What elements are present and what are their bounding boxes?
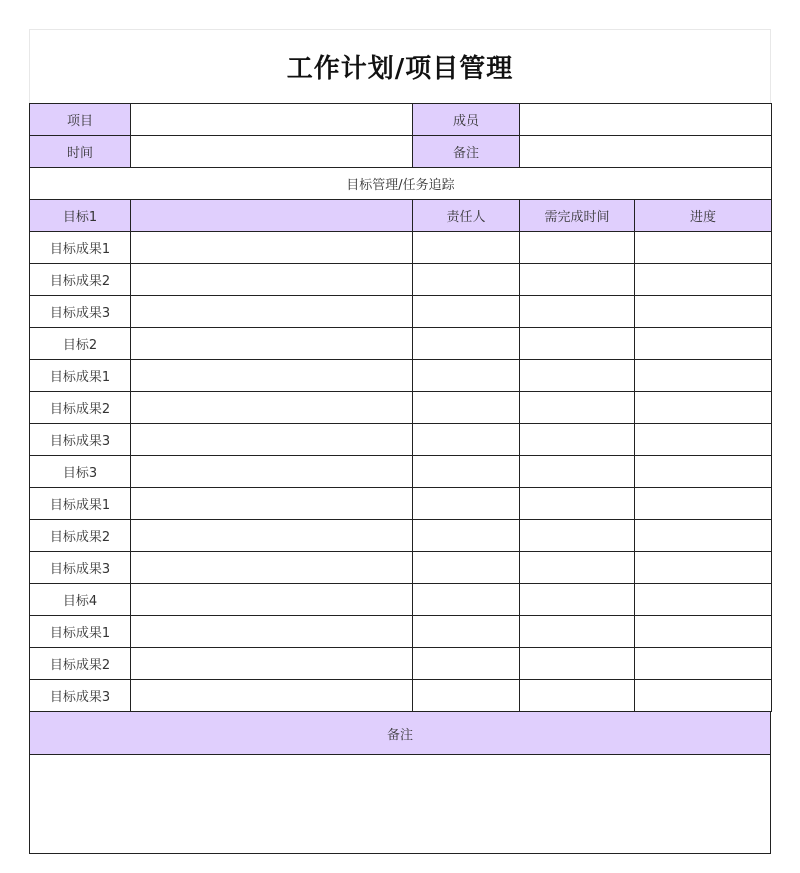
row-label: 目标成果2 <box>30 520 131 552</box>
row-due-time-cell[interactable] <box>520 680 635 712</box>
row-description-cell[interactable] <box>131 648 413 680</box>
notes-header-row <box>30 712 771 755</box>
section-title-row <box>30 168 772 200</box>
table-row <box>30 328 772 360</box>
table-row <box>30 616 772 648</box>
row-progress-cell[interactable] <box>635 296 772 328</box>
row-label: 目标4 <box>30 584 131 616</box>
table-row <box>30 392 772 424</box>
row-due-time-cell[interactable] <box>520 456 635 488</box>
goal-header-row <box>30 200 772 232</box>
row-label: 目标成果1 <box>30 232 131 264</box>
row-due-time-cell[interactable] <box>520 424 635 456</box>
row-description-cell[interactable] <box>131 360 413 392</box>
member-value-cell[interactable] <box>520 104 772 136</box>
row-owner-cell[interactable] <box>413 264 520 296</box>
info-row-2 <box>30 136 772 168</box>
row-description-cell[interactable] <box>131 232 413 264</box>
row-label: 目标成果1 <box>30 360 131 392</box>
row-label: 目标2 <box>30 328 131 360</box>
table-row <box>30 552 772 584</box>
row-description-cell[interactable] <box>131 680 413 712</box>
due-time-header: 需完成时间 <box>520 200 635 232</box>
goal-1-description-cell[interactable] <box>131 200 413 232</box>
row-description-cell[interactable] <box>131 264 413 296</box>
table-row <box>30 680 772 712</box>
table-row <box>30 648 772 680</box>
notes-body-row <box>30 755 771 854</box>
row-owner-cell[interactable] <box>413 328 520 360</box>
row-description-cell[interactable] <box>131 520 413 552</box>
row-due-time-cell[interactable] <box>520 520 635 552</box>
row-due-time-cell[interactable] <box>520 296 635 328</box>
table-row <box>30 520 772 552</box>
remark-label: 备注 <box>413 136 520 168</box>
row-due-time-cell[interactable] <box>520 552 635 584</box>
row-owner-cell[interactable] <box>413 232 520 264</box>
row-progress-cell[interactable] <box>635 328 772 360</box>
row-due-time-cell[interactable] <box>520 232 635 264</box>
table-row <box>30 360 772 392</box>
time-value-cell[interactable] <box>131 136 413 168</box>
row-description-cell[interactable] <box>131 296 413 328</box>
row-owner-cell[interactable] <box>413 392 520 424</box>
row-description-cell[interactable] <box>131 328 413 360</box>
row-label: 目标成果1 <box>30 488 131 520</box>
row-description-cell[interactable] <box>131 424 413 456</box>
remark-value-cell[interactable] <box>520 136 772 168</box>
row-label: 目标成果3 <box>30 680 131 712</box>
row-owner-cell[interactable] <box>413 648 520 680</box>
table-row <box>30 488 772 520</box>
table-row <box>30 584 772 616</box>
table-row <box>30 264 772 296</box>
row-due-time-cell[interactable] <box>520 328 635 360</box>
goal-1-label: 目标1 <box>30 200 131 232</box>
row-label: 目标成果2 <box>30 264 131 296</box>
row-label: 目标成果1 <box>30 616 131 648</box>
row-due-time-cell[interactable] <box>520 264 635 296</box>
row-label: 目标成果2 <box>30 648 131 680</box>
row-owner-cell[interactable] <box>413 520 520 552</box>
row-progress-cell[interactable] <box>635 552 772 584</box>
row-progress-cell[interactable] <box>635 360 772 392</box>
row-description-cell[interactable] <box>131 616 413 648</box>
row-owner-cell[interactable] <box>413 456 520 488</box>
notes-content-cell[interactable] <box>30 755 771 854</box>
row-owner-cell[interactable] <box>413 360 520 392</box>
progress-header: 进度 <box>635 200 772 232</box>
row-label: 目标成果3 <box>30 552 131 584</box>
project-label: 项目 <box>30 104 131 136</box>
row-owner-cell[interactable] <box>413 488 520 520</box>
row-description-cell[interactable] <box>131 552 413 584</box>
time-label: 时间 <box>30 136 131 168</box>
notes-table <box>29 712 771 854</box>
row-owner-cell[interactable] <box>413 296 520 328</box>
section-title: 目标管理/任务追踪 <box>30 168 772 200</box>
row-label: 目标成果3 <box>30 296 131 328</box>
row-owner-cell[interactable] <box>413 680 520 712</box>
row-owner-cell[interactable] <box>413 552 520 584</box>
info-row-1 <box>30 104 772 136</box>
row-label: 目标成果3 <box>30 424 131 456</box>
member-label: 成员 <box>413 104 520 136</box>
project-value-cell[interactable] <box>131 104 413 136</box>
page-title: 工作计划/项目管理 <box>29 29 771 103</box>
row-progress-cell[interactable] <box>635 584 772 616</box>
row-due-time-cell[interactable] <box>520 488 635 520</box>
row-progress-cell[interactable] <box>635 392 772 424</box>
row-progress-cell[interactable] <box>635 520 772 552</box>
row-progress-cell[interactable] <box>635 648 772 680</box>
row-due-time-cell[interactable] <box>520 584 635 616</box>
row-due-time-cell[interactable] <box>520 360 635 392</box>
row-progress-cell[interactable] <box>635 232 772 264</box>
row-description-cell[interactable] <box>131 584 413 616</box>
row-owner-cell[interactable] <box>413 616 520 648</box>
notes-label: 备注 <box>30 712 771 755</box>
plan-sheet <box>29 29 771 854</box>
row-description-cell[interactable] <box>131 488 413 520</box>
row-due-time-cell[interactable] <box>520 648 635 680</box>
row-label: 目标成果2 <box>30 392 131 424</box>
table-row <box>30 296 772 328</box>
row-label: 目标3 <box>30 456 131 488</box>
table-row <box>30 456 772 488</box>
table-row <box>30 232 772 264</box>
owner-header: 责任人 <box>413 200 520 232</box>
row-owner-cell[interactable] <box>413 424 520 456</box>
row-progress-cell[interactable] <box>635 488 772 520</box>
row-owner-cell[interactable] <box>413 584 520 616</box>
plan-table <box>29 103 772 712</box>
row-due-time-cell[interactable] <box>520 392 635 424</box>
row-due-time-cell[interactable] <box>520 616 635 648</box>
row-progress-cell[interactable] <box>635 680 772 712</box>
row-progress-cell[interactable] <box>635 616 772 648</box>
row-description-cell[interactable] <box>131 456 413 488</box>
row-progress-cell[interactable] <box>635 456 772 488</box>
table-row <box>30 424 772 456</box>
row-progress-cell[interactable] <box>635 424 772 456</box>
row-description-cell[interactable] <box>131 392 413 424</box>
row-progress-cell[interactable] <box>635 264 772 296</box>
